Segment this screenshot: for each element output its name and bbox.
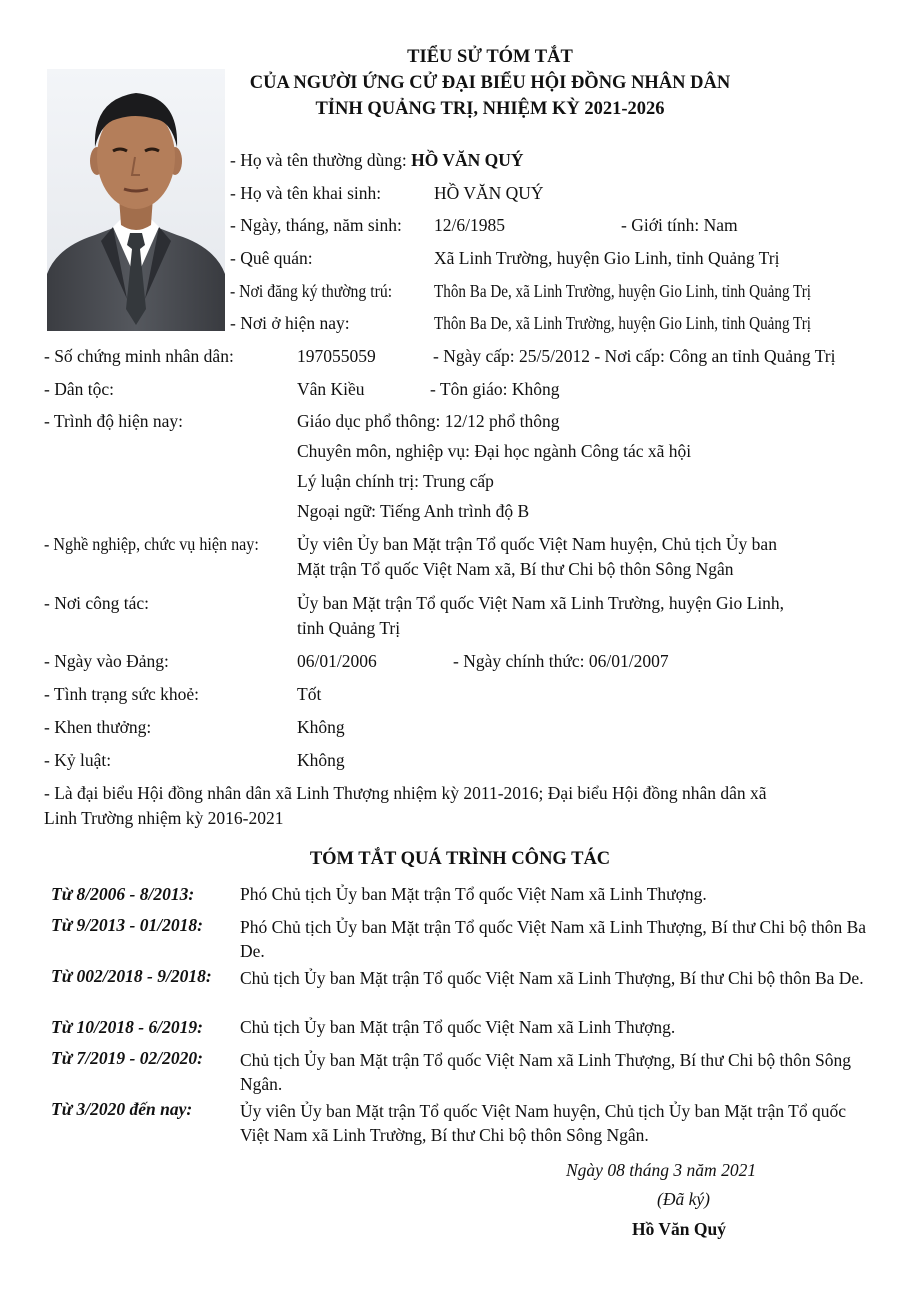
party-join-date: 06/01/2006 — [297, 651, 377, 671]
id-number: 197055059 — [297, 346, 376, 366]
delegate-line2: Linh Trường nhiệm kỳ 2016-2021 — [44, 808, 284, 828]
health-value: Tốt — [297, 684, 322, 704]
history-desc: Ủy viên Ủy ban Mặt trận Tổ quốc Việt Nam huyện, Chủ tịch Ủy ban Mặt trận Tổ quốc Việt Nam xã Linh Trường, Bí thư Chi bộ thôn Sông Ngân. — [240, 1101, 846, 1145]
hometown-label: - Quê quán: — [230, 248, 313, 268]
history-period: Từ 8/2006 - 8/2013: — [51, 884, 195, 904]
occupation-label: - Nghề nghiệp, chức vụ hiện nay: — [44, 534, 259, 554]
dob-label: - Ngày, tháng, năm sinh: — [230, 215, 402, 235]
workplace-line2: tỉnh Quảng Trị — [297, 618, 401, 638]
delegate-line1: - Là đại biểu Hội đồng nhân dân xã Linh Thượng nhiệm kỳ 2011-2016; Đại biểu Hội đồng nhân dân xã — [44, 783, 767, 803]
history-period: Từ 10/2018 - 6/2019: — [51, 1017, 203, 1037]
document-subtitle: CỦA NGƯỜI ỨNG CỬ ĐẠI BIỂU HỘI ĐỒNG NHÂN DÂN — [249, 73, 731, 93]
history-desc: Chủ tịch Ủy ban Mặt trận Tổ quốc Việt Nam xã Linh Thượng, Bí thư Chi bộ thôn Sông Ngân. — [240, 1050, 851, 1094]
health-label: - Tình trạng sức khoẻ: — [44, 684, 199, 704]
permanent-label: - Nơi đăng ký thường trú: — [230, 281, 393, 301]
ethnicity-value: Vân Kiều — [297, 379, 365, 399]
history-period: Từ 7/2019 - 02/2020: — [51, 1048, 203, 1068]
history-period: Từ 002/2018 - 9/2018: — [51, 966, 212, 986]
education-professional: Chuyên môn, nghiệp vụ: Đại học ngành Công tác xã hội — [297, 441, 692, 461]
portrait-photo — [47, 69, 225, 331]
birth-name-label: - Họ và tên khai sinh: — [230, 183, 382, 203]
education-general: Giáo dục phổ thông: 12/12 phổ thông — [297, 411, 560, 431]
gender-text: - Giới tính: Nam — [621, 215, 738, 235]
dob-value: 12/6/1985 — [434, 215, 505, 235]
occupation-line1: Ủy viên Ủy ban Mặt trận Tổ quốc Việt Nam huyện, Chủ tịch Ủy ban — [297, 534, 777, 554]
history-desc: Chủ tịch Ủy ban Mặt trận Tổ quốc Việt Nam xã Linh Thượng, Bí thư Chi bộ thôn Ba De. — [240, 968, 864, 988]
party-join-label: - Ngày vào Đảng: — [44, 651, 169, 671]
workplace-label: - Nơi công tác: — [44, 593, 149, 613]
party-official-text: - Ngày chính thức: 06/01/2007 — [453, 651, 669, 671]
awards-value: Không — [297, 717, 345, 737]
workplace-line1: Ủy ban Mặt trận Tổ quốc Việt Nam xã Linh Trường, huyện Gio Linh, — [297, 593, 785, 613]
history-desc: Phó Chủ tịch Ủy ban Mặt trận Tổ quốc Việt Nam xã Linh Thượng, Bí thư Chi bộ thôn Ba De. — [240, 917, 867, 961]
current-residence-label: - Nơi ở hiện nay: — [230, 313, 350, 333]
work-history-title: TÓM TẮT QUÁ TRÌNH CÔNG TÁC — [309, 849, 611, 869]
current-residence-value: Thôn Ba De, xã Linh Trường, huyện Gio Linh, tỉnh Quảng Trị — [434, 313, 811, 333]
portrait-icon — [47, 69, 225, 331]
education-language: Ngoại ngữ: Tiếng Anh trình độ B — [297, 501, 530, 521]
birth-name-value: HỒ VĂN QUÝ — [434, 183, 544, 203]
history-period: Từ 3/2020 đến nay: — [51, 1099, 193, 1119]
education-label: - Trình độ hiện nay: — [44, 411, 184, 431]
religion-text: - Tôn giáo: Không — [430, 379, 560, 399]
document-title: TIỂU SỬ TÓM TẮT — [407, 47, 573, 67]
history-period: Từ 9/2013 - 01/2018: — [51, 915, 203, 935]
id-issue-text: - Ngày cấp: 25/5/2012 - Nơi cấp: Công an tỉnh Quảng Trị — [433, 346, 836, 366]
ethnicity-label: - Dân tộc: — [44, 379, 114, 399]
awards-label: - Khen thưởng: — [44, 717, 152, 737]
hometown-value: Xã Linh Trường, huyện Gio Linh, tỉnh Quảng Trị — [434, 248, 780, 268]
history-desc: Phó Chủ tịch Ủy ban Mặt trận Tổ quốc Việt Nam xã Linh Thượng. — [240, 884, 707, 904]
common-name-label: - Họ và tên thường dùng: — [230, 150, 407, 170]
signature-signed: (Đã ký) — [657, 1189, 710, 1209]
education-political: Lý luận chính trị: Trung cấp — [297, 471, 494, 491]
document-term: TỈNH QUẢNG TRỊ, NHIỆM KỲ 2021-2026 — [315, 99, 665, 119]
signature-date: Ngày 08 tháng 3 năm 2021 — [566, 1160, 757, 1180]
common-name-row — [230, 150, 524, 170]
occupation-line2: Mặt trận Tổ quốc Việt Nam xã, Bí thư Chi bộ thôn Sông Ngân — [297, 559, 734, 579]
history-desc: Chủ tịch Ủy ban Mặt trận Tổ quốc Việt Nam xã Linh Thượng. — [240, 1017, 676, 1037]
discipline-value: Không — [297, 750, 345, 770]
common-name-value: HỒ VĂN QUÝ — [411, 150, 524, 170]
signature-name: Hồ Văn Quý — [632, 1219, 727, 1239]
permanent-value: Thôn Ba De, xã Linh Trường, huyện Gio Linh, tỉnh Quảng Trị — [434, 281, 811, 301]
discipline-label: - Kỷ luật: — [44, 750, 112, 770]
id-label: - Số chứng minh nhân dân: — [44, 346, 234, 366]
